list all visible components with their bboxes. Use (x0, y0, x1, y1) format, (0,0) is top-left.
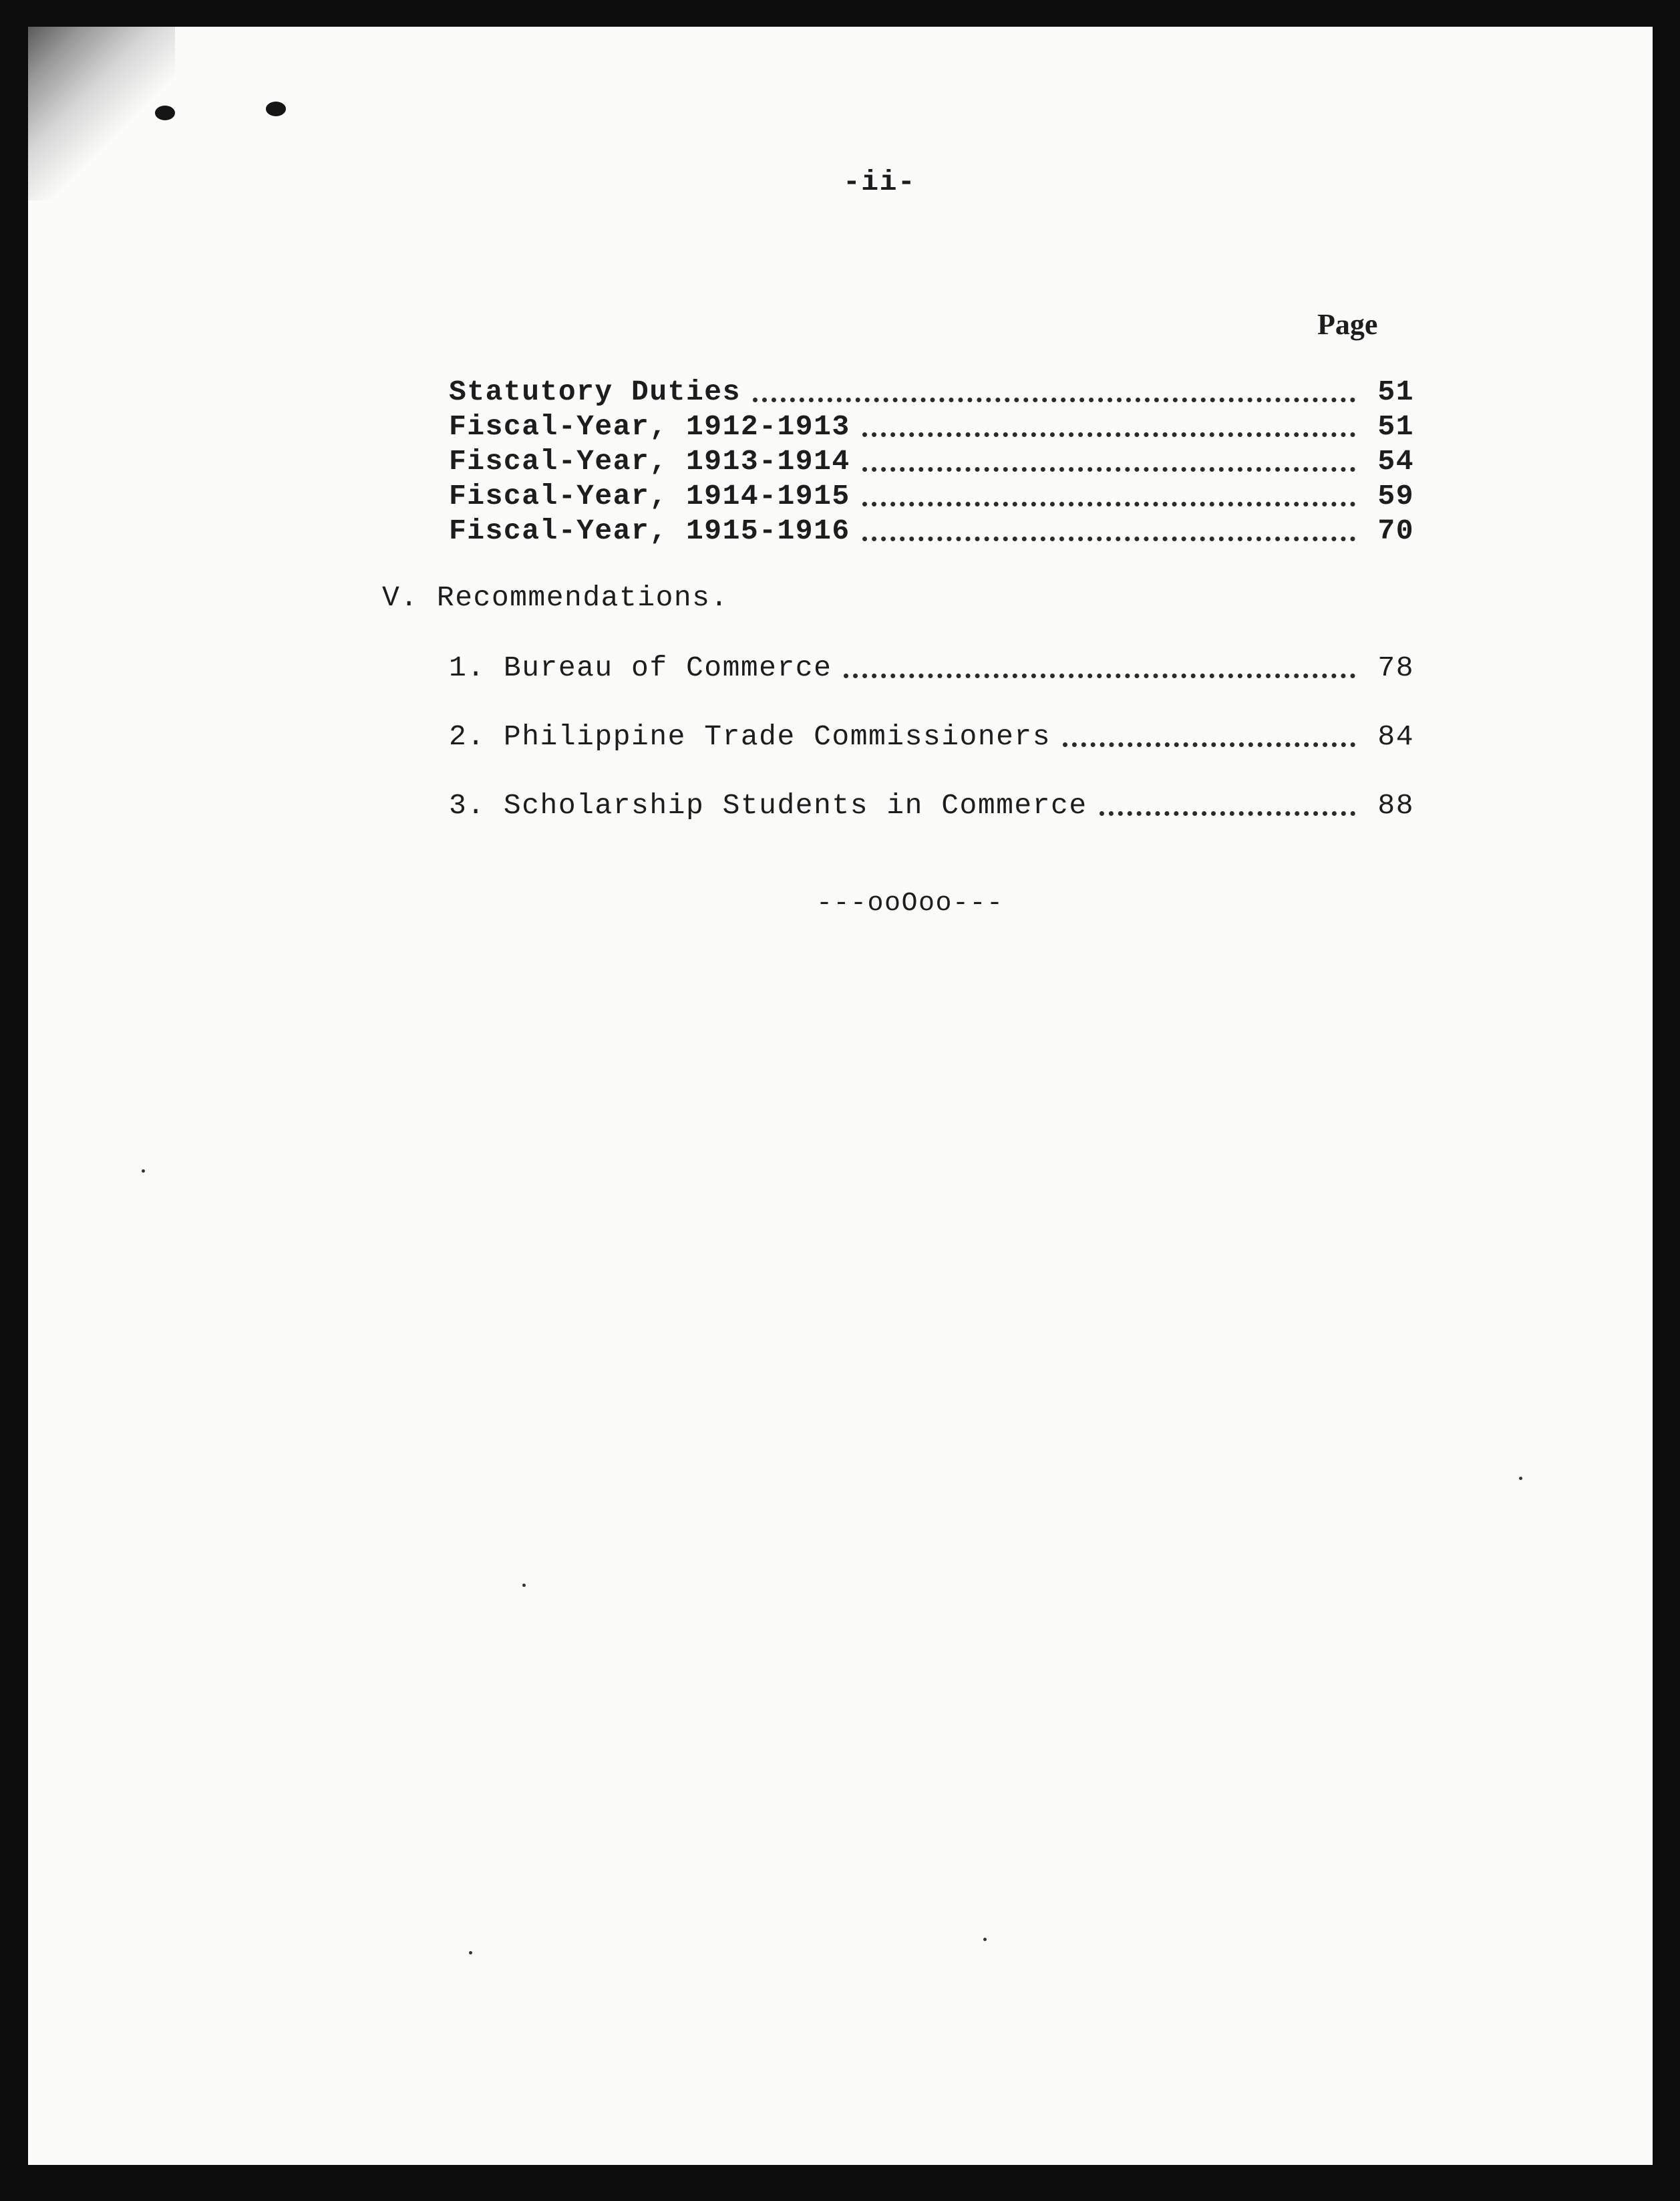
toc-entry-page: 51 (1377, 410, 1414, 443)
toc-entry-page: 59 (1377, 480, 1414, 512)
toc-entry (449, 480, 1414, 515)
toc-entry-page: 88 (1377, 789, 1414, 822)
scan-speck (142, 1169, 145, 1173)
dot-leader (1100, 811, 1355, 816)
toc-entry-label: Statutory Duties (449, 376, 741, 408)
toc-entry (449, 651, 1414, 686)
punch-hole-mark (266, 102, 286, 116)
toc-entry (449, 410, 1414, 445)
scan-speck (1519, 1477, 1522, 1480)
page-number: -ii- (843, 166, 916, 198)
toc-entry-label: Fiscal-Year, 1914-1915 (449, 480, 850, 512)
scan-speck (522, 1584, 526, 1587)
punch-hole-mark (155, 106, 175, 120)
toc-entry-label: Fiscal-Year, 1912-1913 (449, 410, 850, 443)
toc-entry (449, 376, 1414, 410)
toc-entry-label: Fiscal-Year, 1915-1916 (449, 515, 850, 547)
scan-speck (469, 1951, 472, 1954)
toc-entry-label: Fiscal-Year, 1913-1914 (449, 445, 850, 478)
dot-leader (862, 537, 1355, 541)
dot-leader (844, 674, 1355, 678)
end-mark: ---ooOoo--- (816, 889, 1004, 919)
scan-speck (983, 1938, 987, 1941)
toc-entry-label: 3. Scholarship Students in Commerce (449, 789, 1087, 822)
corner-smudge (28, 27, 175, 200)
toc-entry-page: 54 (1377, 445, 1414, 478)
toc-entry (449, 445, 1414, 480)
dot-leader (862, 432, 1355, 437)
toc-entry (449, 789, 1414, 824)
toc-entry-page: 51 (1377, 376, 1414, 408)
toc-entry-page: 70 (1377, 515, 1414, 547)
toc-entry-page: 84 (1377, 720, 1414, 753)
section-heading: V. Recommendations. (382, 581, 729, 614)
dot-leader (862, 467, 1355, 472)
page-column-heading: Page (1317, 308, 1378, 341)
dot-leader (862, 502, 1355, 506)
toc-entry (449, 515, 1414, 549)
toc-entry-label: 2. Philippine Trade Commissioners (449, 720, 1051, 753)
dot-leader (1063, 742, 1355, 747)
toc-entry-page: 78 (1377, 651, 1414, 684)
toc-entry (449, 720, 1414, 755)
dot-leader (753, 398, 1355, 402)
document-page (28, 27, 1653, 2165)
toc-entry-label: 1. Bureau of Commerce (449, 651, 832, 684)
